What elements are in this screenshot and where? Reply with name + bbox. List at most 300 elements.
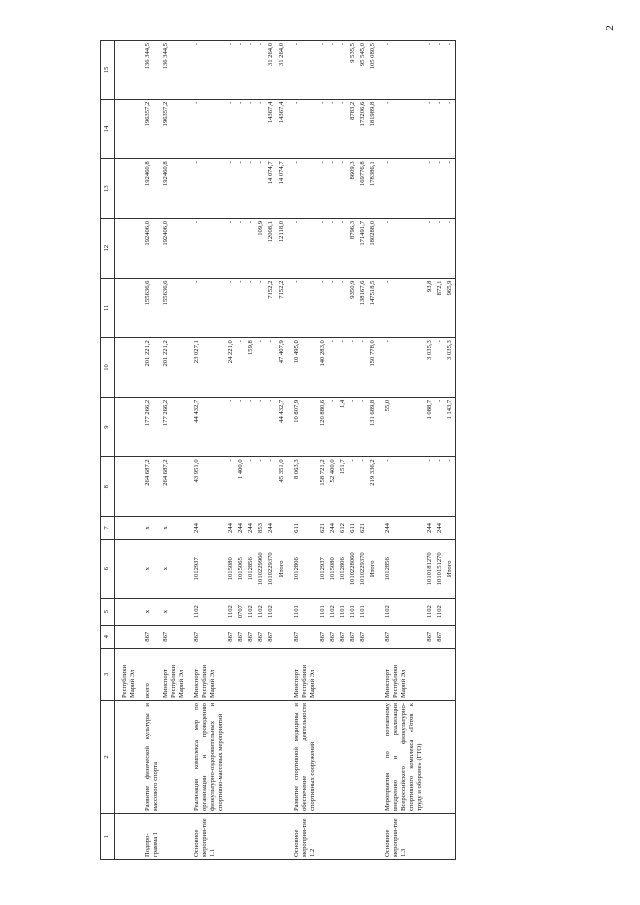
table-cell: - <box>328 278 338 338</box>
table-cell <box>445 701 456 814</box>
table-cell: 867 <box>338 625 348 648</box>
table-cell: 10 807,9 <box>287 397 318 457</box>
table-cell: 173206,6 <box>358 99 368 159</box>
table-cell: - <box>435 457 445 517</box>
table-cell: Основное мероприя-тие 1.2 <box>287 813 318 859</box>
table-row <box>368 41 378 860</box>
table-cell: - <box>266 457 276 517</box>
table-cell: 853 <box>256 516 266 539</box>
table-cell: 244 <box>226 516 236 539</box>
table-cell <box>318 701 328 814</box>
table-cell: - <box>358 457 368 517</box>
table-cell <box>115 159 139 219</box>
table-cell <box>328 813 338 859</box>
table-cell: 1015065 <box>236 539 246 598</box>
table-cell: 867 <box>318 625 328 648</box>
table-cell: - <box>435 41 445 100</box>
table-cell: - <box>246 159 256 219</box>
header-row <box>101 41 115 860</box>
table-cell: 171491,7 <box>358 218 368 278</box>
table-cell: - <box>246 218 256 278</box>
table-cell: 7152,2 <box>277 278 287 338</box>
table-cell: - <box>425 159 435 219</box>
table-cell: - <box>435 397 445 457</box>
table-cell <box>115 457 139 517</box>
table-cell: 120 880,6 <box>318 397 328 457</box>
table-cell: - <box>328 41 338 100</box>
table-cell <box>115 278 139 338</box>
table-row <box>226 41 236 860</box>
table-cell: 43 951,0 <box>187 457 226 517</box>
table-cell: 244 <box>328 516 338 539</box>
table-cell: 244 <box>435 516 445 539</box>
table-cell: - <box>226 99 236 159</box>
table-cell: 7152,2 <box>266 278 276 338</box>
table-cell: 8783,2 <box>348 99 358 159</box>
table-cell <box>277 813 287 859</box>
table-cell: Итого <box>277 539 287 598</box>
table-cell: 178386,1 <box>368 159 378 219</box>
table-cell: - <box>318 278 328 338</box>
table-cell: - <box>338 99 348 159</box>
table-cell: - <box>328 218 338 278</box>
table-cell: - <box>287 41 318 100</box>
table-cell: 192460,8 <box>138 159 161 219</box>
table-cell: 621 <box>358 516 368 539</box>
table-cell: Развитие физической культуры и массового спорта <box>138 701 161 814</box>
table-cell: x <box>161 539 187 598</box>
table-cell: 612 <box>338 516 348 539</box>
table-cell: 0707 <box>236 598 246 625</box>
table-row <box>378 41 425 860</box>
table-cell <box>368 701 378 814</box>
column-header: 1 <box>101 813 115 859</box>
table-cell <box>115 397 139 457</box>
table-cell: 177 266,2 <box>161 397 187 457</box>
table-cell <box>266 813 276 859</box>
table-cell <box>445 648 456 700</box>
table-cell: 1101 <box>318 598 328 625</box>
table-cell: 1102 <box>226 598 236 625</box>
table-cell: 867 <box>256 625 266 648</box>
table-row <box>358 41 368 860</box>
table-cell: 1102 <box>246 598 256 625</box>
table-row <box>287 41 318 860</box>
table-cell: 93,8 <box>425 278 435 338</box>
table-cell: - <box>236 278 246 338</box>
table-cell: - <box>226 397 236 457</box>
table-cell: - <box>236 41 246 100</box>
table-cell: - <box>187 41 226 100</box>
table-cell <box>318 813 328 859</box>
table-cell: - <box>266 397 276 457</box>
table-cell: 14367,4 <box>277 99 287 159</box>
table-cell: - <box>425 99 435 159</box>
table-cell: 52 400,0 <box>328 457 338 517</box>
table-cell: x <box>138 598 161 625</box>
column-header: 2 <box>101 701 115 814</box>
table-cell: x <box>161 516 187 539</box>
table-cell: 621 <box>318 516 328 539</box>
table-cell: - <box>338 159 348 219</box>
table-cell <box>115 338 139 398</box>
table-cell: Итого <box>368 539 378 598</box>
table-cell: - <box>287 159 318 219</box>
table-cell: 1012937 <box>318 539 328 598</box>
table-cell <box>445 598 456 625</box>
table-cell: x <box>161 598 187 625</box>
table-cell: 45 351,0 <box>277 457 287 517</box>
table-cell: - <box>236 338 246 398</box>
table-cell: - <box>348 457 358 517</box>
table-cell: - <box>318 41 328 100</box>
table-cell: 1102 <box>256 598 266 625</box>
table-cell: 611 <box>287 516 318 539</box>
table-cell: Подпро-грамма 1 <box>138 813 161 859</box>
table-cell: 244 <box>236 516 246 539</box>
table-cell: 1010229960 <box>256 539 266 598</box>
column-header: 3 <box>101 648 115 700</box>
table-cell: - <box>425 457 435 517</box>
table-cell: 147518,5 <box>368 278 378 338</box>
table-row <box>266 41 276 860</box>
table-cell <box>348 648 358 700</box>
table-cell <box>358 701 368 814</box>
table-cell: 8609,3 <box>348 159 358 219</box>
table-cell <box>236 813 246 859</box>
table-row <box>256 41 266 860</box>
table-cell: 867 <box>226 625 236 648</box>
table-cell: x <box>138 539 161 598</box>
table-cell: 867 <box>348 625 358 648</box>
table-cell: 1010229370 <box>358 539 368 598</box>
table-cell <box>256 701 266 814</box>
column-header: 7 <box>101 516 115 539</box>
table-cell <box>256 648 266 700</box>
table-cell <box>338 813 348 859</box>
table-row <box>161 41 187 860</box>
table-cell: 1102 <box>328 598 338 625</box>
table-cell: 8 063,3 <box>287 457 318 517</box>
table-cell <box>318 648 328 700</box>
table-cell: 1102 <box>435 598 445 625</box>
table-cell <box>161 701 187 814</box>
column-header: 12 <box>101 218 115 278</box>
table-cell <box>445 813 456 859</box>
table-cell: - <box>246 397 256 457</box>
table-cell: 1010151270 <box>435 539 445 598</box>
table-cell: - <box>338 218 348 278</box>
table-cell: 155636,6 <box>138 278 161 338</box>
table-cell <box>277 648 287 700</box>
table-cell: - <box>445 99 456 159</box>
table-cell: 181989,8 <box>368 99 378 159</box>
column-header: 14 <box>101 99 115 159</box>
table-cell: 264 687,2 <box>138 457 161 517</box>
table-cell: Минспорт Республики Марий Эл <box>187 648 226 700</box>
table-cell: - <box>226 457 236 517</box>
table-cell: 14 074,7 <box>266 159 276 219</box>
table-cell <box>277 625 287 648</box>
table-cell <box>425 813 435 859</box>
table-cell: 244 <box>425 516 435 539</box>
table-cell: 9 535,5 <box>348 41 358 100</box>
table-cell: - <box>378 41 425 100</box>
table-cell: 138167,6 <box>358 278 368 338</box>
table-cell <box>425 701 435 814</box>
table-cell: - <box>348 397 358 457</box>
table-cell <box>266 648 276 700</box>
table-cell: 9350,9 <box>348 278 358 338</box>
table-cell <box>115 516 139 539</box>
table-cell: Минспорт Республики Марий Эл <box>161 648 187 700</box>
table-cell <box>115 539 139 598</box>
table-cell: 867 <box>328 625 338 648</box>
table-cell <box>161 813 187 859</box>
table-cell: - <box>236 397 246 457</box>
table-cell <box>115 41 139 100</box>
table-cell: Развитие спортивной медицины и обеспечение деятельности спортивных сооружений <box>287 701 318 814</box>
table-cell: - <box>256 159 266 219</box>
table-cell: - <box>236 218 246 278</box>
table-cell: - <box>328 397 338 457</box>
table-cell: 1 143,7 <box>445 397 456 457</box>
table-cell <box>115 701 139 814</box>
table-cell: 1010228060 <box>348 539 358 598</box>
table-cell: 136 344,5 <box>138 41 161 100</box>
table-cell: - <box>246 457 256 517</box>
table-cell: - <box>256 41 266 100</box>
table-cell: - <box>256 338 266 398</box>
table-cell: 867 <box>378 625 425 648</box>
table-cell: - <box>318 218 328 278</box>
table-cell: - <box>318 99 328 159</box>
table-cell: 872,1 <box>435 278 445 338</box>
table-cell: 1102 <box>187 598 226 625</box>
table-cell: 244 <box>378 516 425 539</box>
table-cell: 1101 <box>358 598 368 625</box>
table-cell: 1012937 <box>187 539 226 598</box>
table-cell: - <box>226 41 236 100</box>
table-cell: 105 080,5 <box>368 41 378 100</box>
table-cell: 136 344,5 <box>161 41 187 100</box>
table-cell <box>338 701 348 814</box>
table-cell: - <box>256 278 266 338</box>
table-cell: - <box>256 397 266 457</box>
table-cell: - <box>328 338 338 398</box>
table-cell: всего <box>138 648 161 700</box>
table-cell <box>445 516 456 539</box>
table-cell: - <box>318 159 328 219</box>
table-cell: 1 400,0 <box>236 457 246 517</box>
table-cell: - <box>187 278 226 338</box>
table-cell: - <box>246 99 256 159</box>
table-cell <box>435 648 445 700</box>
table-cell <box>328 648 338 700</box>
table-cell <box>277 516 287 539</box>
table-cell: 1102 <box>266 598 276 625</box>
page-number: 2 <box>603 25 616 31</box>
table-row <box>138 41 161 860</box>
table-cell: 109,9 <box>256 218 266 278</box>
table-cell: 31 264,0 <box>277 41 287 100</box>
table-cell: - <box>338 278 348 338</box>
table-cell: 3 035,3 <box>445 338 456 398</box>
table-cell: 44 432,7 <box>277 397 287 457</box>
table-cell: Минспорт Республики Марий Эл <box>287 648 318 700</box>
table-cell: 192406,0 <box>161 218 187 278</box>
table-row <box>115 41 139 860</box>
table-cell <box>368 648 378 700</box>
table-cell: 867 <box>187 625 226 648</box>
table-row <box>435 41 445 860</box>
table-cell: 867 <box>425 625 435 648</box>
table-cell: 151,7 <box>338 457 348 517</box>
table-cell <box>246 813 256 859</box>
table-cell: x <box>138 516 161 539</box>
table-cell: 24 221,0 <box>226 338 236 398</box>
table-cell: - <box>256 99 266 159</box>
column-header: 8 <box>101 457 115 517</box>
column-header: 6 <box>101 539 115 598</box>
table-cell: 3 035,3 <box>425 338 435 398</box>
table-cell: Минспорт Республики Марий Эл <box>378 648 425 700</box>
rotated-table-wrapper <box>100 40 540 860</box>
table-cell: 14367,4 <box>266 99 276 159</box>
table-cell: 192460,8 <box>161 159 187 219</box>
table-cell: 158 721,2 <box>318 457 328 517</box>
table-cell: 867 <box>138 625 161 648</box>
table-cell <box>226 648 236 700</box>
table-cell: 1012806 <box>338 539 348 598</box>
table-cell: 1015080 <box>328 539 338 598</box>
table-cell <box>115 813 139 859</box>
table-cell: - <box>187 159 226 219</box>
table-cell: 1012856 <box>378 539 425 598</box>
table-cell: 867 <box>358 625 368 648</box>
table-cell <box>266 701 276 814</box>
table-cell <box>348 701 358 814</box>
column-header: 4 <box>101 625 115 648</box>
table-cell: 140 283,0 <box>318 338 328 398</box>
table-cell: - <box>378 159 425 219</box>
table-cell: - <box>425 218 435 278</box>
table-cell: Основное мероприя-тие 1.1 <box>187 813 226 859</box>
budget-table <box>100 40 456 860</box>
table-row <box>246 41 256 860</box>
table-cell <box>236 701 246 814</box>
table-cell: - <box>425 41 435 100</box>
table-cell <box>445 625 456 648</box>
table-cell: 611 <box>348 516 358 539</box>
table-cell: 180288,0 <box>368 218 378 278</box>
table-row <box>328 41 338 860</box>
table-row <box>338 41 348 860</box>
table-cell: 201 221,2 <box>138 338 161 398</box>
table-cell: - <box>236 99 246 159</box>
table-cell <box>435 701 445 814</box>
table-cell: 1101 <box>338 598 348 625</box>
table-cell: - <box>358 397 368 457</box>
table-cell: - <box>226 159 236 219</box>
table-cell: - <box>435 338 445 398</box>
table-cell: 867 <box>246 625 256 648</box>
table-cell <box>348 813 358 859</box>
table-cell: 47 407,9 <box>277 338 287 398</box>
table-row <box>318 41 328 860</box>
table-cell <box>226 701 236 814</box>
table-cell: Основное мероприя-тие 1.3 <box>378 813 425 859</box>
table-cell <box>236 648 246 700</box>
table-cell <box>246 701 256 814</box>
table-cell: 159,8 <box>246 338 256 398</box>
table-cell: Мероприятия по поэтапному внедрению и реализации Всероссийского физкультурно-спортивного комплекса «Готов к труду и обороне» (ГТО) <box>378 701 425 814</box>
table-cell <box>338 648 348 700</box>
table-cell: 244 <box>246 516 256 539</box>
table-cell: 169776,8 <box>358 159 368 219</box>
table-cell: - <box>287 278 318 338</box>
table-cell: 1102 <box>425 598 435 625</box>
table-cell: - <box>246 278 256 338</box>
table-cell: 867 <box>266 625 276 648</box>
table-cell: - <box>445 41 456 100</box>
column-header: 11 <box>101 278 115 338</box>
table-cell: 196357,2 <box>138 99 161 159</box>
table-body <box>115 41 456 860</box>
table-cell: - <box>435 99 445 159</box>
column-header: 10 <box>101 338 115 398</box>
table-cell: 867 <box>236 625 246 648</box>
table-row <box>187 41 226 860</box>
table-cell: - <box>266 338 276 398</box>
table-cell: 219 336,2 <box>368 457 378 517</box>
table-cell: 244 <box>187 516 226 539</box>
column-header: 9 <box>101 397 115 457</box>
table-cell: 95 545,0 <box>358 41 368 100</box>
table-cell: - <box>256 457 266 517</box>
table-cell: - <box>435 218 445 278</box>
table-cell: - <box>328 159 338 219</box>
table-cell: 244 <box>266 516 276 539</box>
table-cell <box>368 625 378 648</box>
table-cell: Итого <box>445 539 456 598</box>
table-cell: 867 <box>287 625 318 648</box>
table-cell: 1101 <box>348 598 358 625</box>
table-cell <box>277 701 287 814</box>
table-row <box>425 41 435 860</box>
table-cell <box>115 99 139 159</box>
table-cell: - <box>328 99 338 159</box>
table-cell: 867 <box>435 625 445 648</box>
table-cell: - <box>236 159 246 219</box>
table-cell: - <box>338 338 348 398</box>
table-cell <box>368 598 378 625</box>
table-cell <box>256 813 266 859</box>
table-cell <box>226 813 236 859</box>
table-cell: - <box>246 41 256 100</box>
table-cell: - <box>187 218 226 278</box>
table-row <box>277 41 287 860</box>
table-cell: 1010181270 <box>425 539 435 598</box>
table-cell: 1012806 <box>287 539 318 598</box>
table-cell: Республики Марий Эл <box>115 648 139 700</box>
table-cell: - <box>287 218 318 278</box>
column-header: 13 <box>101 159 115 219</box>
table-cell: - <box>445 457 456 517</box>
table-cell <box>368 813 378 859</box>
table-cell: 196357,2 <box>161 99 187 159</box>
table-cell: - <box>378 218 425 278</box>
